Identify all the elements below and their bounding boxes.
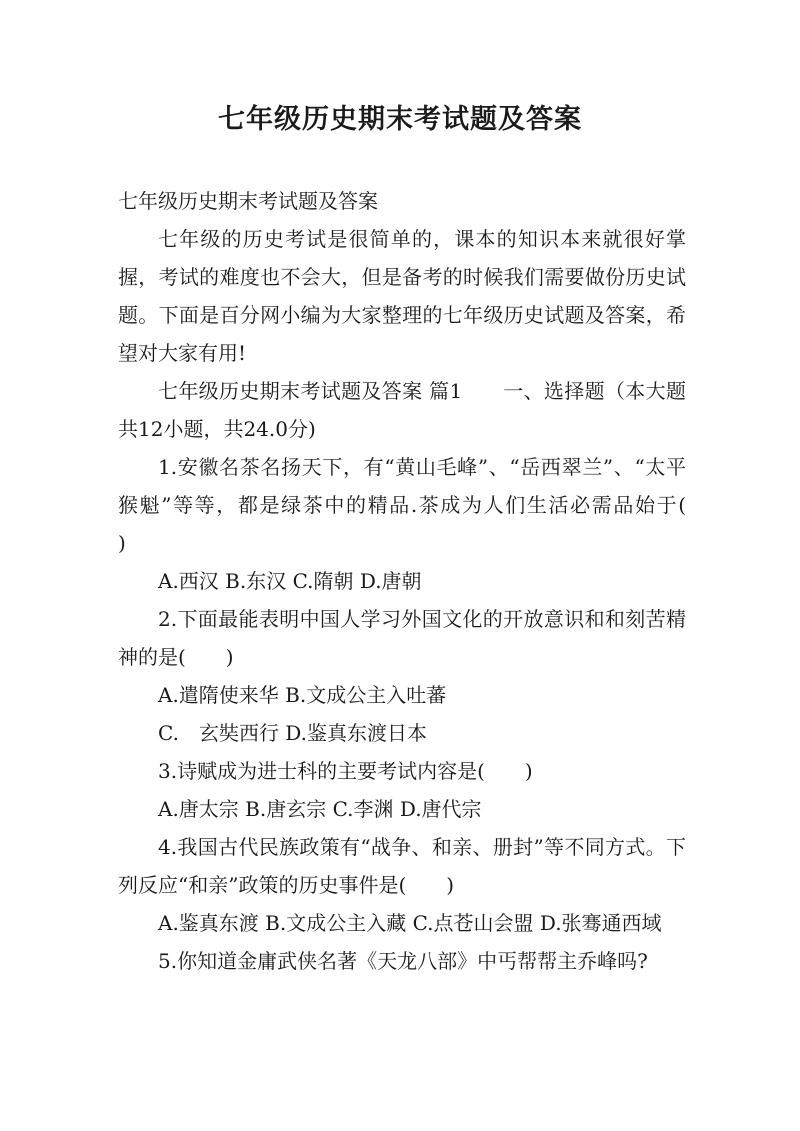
- question-2-options-cd: C. 玄奘西行 D.鉴真东渡日本: [158, 721, 427, 745]
- document-title: 七年级历史期末考试题及答案: [218, 104, 582, 135]
- question-3: 3.诗赋成为进士科的主要考试内容是( ): [158, 759, 533, 783]
- document-body: [118, 182, 726, 980]
- question-4: 4.我国古代民族政策有“战争、和亲、册封”等不同方式。下列反应“和亲”政策的历史事件是( ): [118, 835, 686, 897]
- section-heading: 七年级历史期末考试题及答案 篇1 一、选择题（本大题共12小题，共24.0分): [118, 379, 686, 441]
- subtitle-paragraph: 七年级历史期末考试题及答案: [118, 189, 378, 213]
- question-3-options: A.唐太宗 B.唐玄宗 C.李渊 D.唐代宗: [158, 797, 482, 821]
- question-5: 5.你知道金庸武侠名著《天龙八部》中丐帮帮主乔峰吗?: [158, 949, 648, 973]
- question-1-options: A.西汉 B.东汉 C.隋朝 D.唐朝: [158, 569, 422, 593]
- question-2-options-ab: A.遣隋使来华 B.文成公主入吐蕃: [158, 683, 447, 707]
- question-2: 2.下面最能表明中国人学习外国文化的开放意识和和刻苦精神的是( ): [118, 607, 686, 669]
- intro-paragraph: 七年级的历史考试是很简单的，课本的知识本来就很好掌握，考试的难度也不会大，但是备考的时候我们需要做份历史试题。下面是百分网小编为大家整理的七年级历史试题及答案，希望对大家有用!: [118, 227, 686, 365]
- question-4-options: A.鉴真东渡 B.文成公主入藏 C.点苍山会盟 D.张骞通西域: [158, 911, 662, 935]
- question-1: 1.安徽名茶名扬天下，有“黄山毛峰”、“岳西翠兰”、“太平猴魁”等等，都是绿茶中的精品.茶成为人们生活必需品始于( ): [118, 455, 726, 555]
